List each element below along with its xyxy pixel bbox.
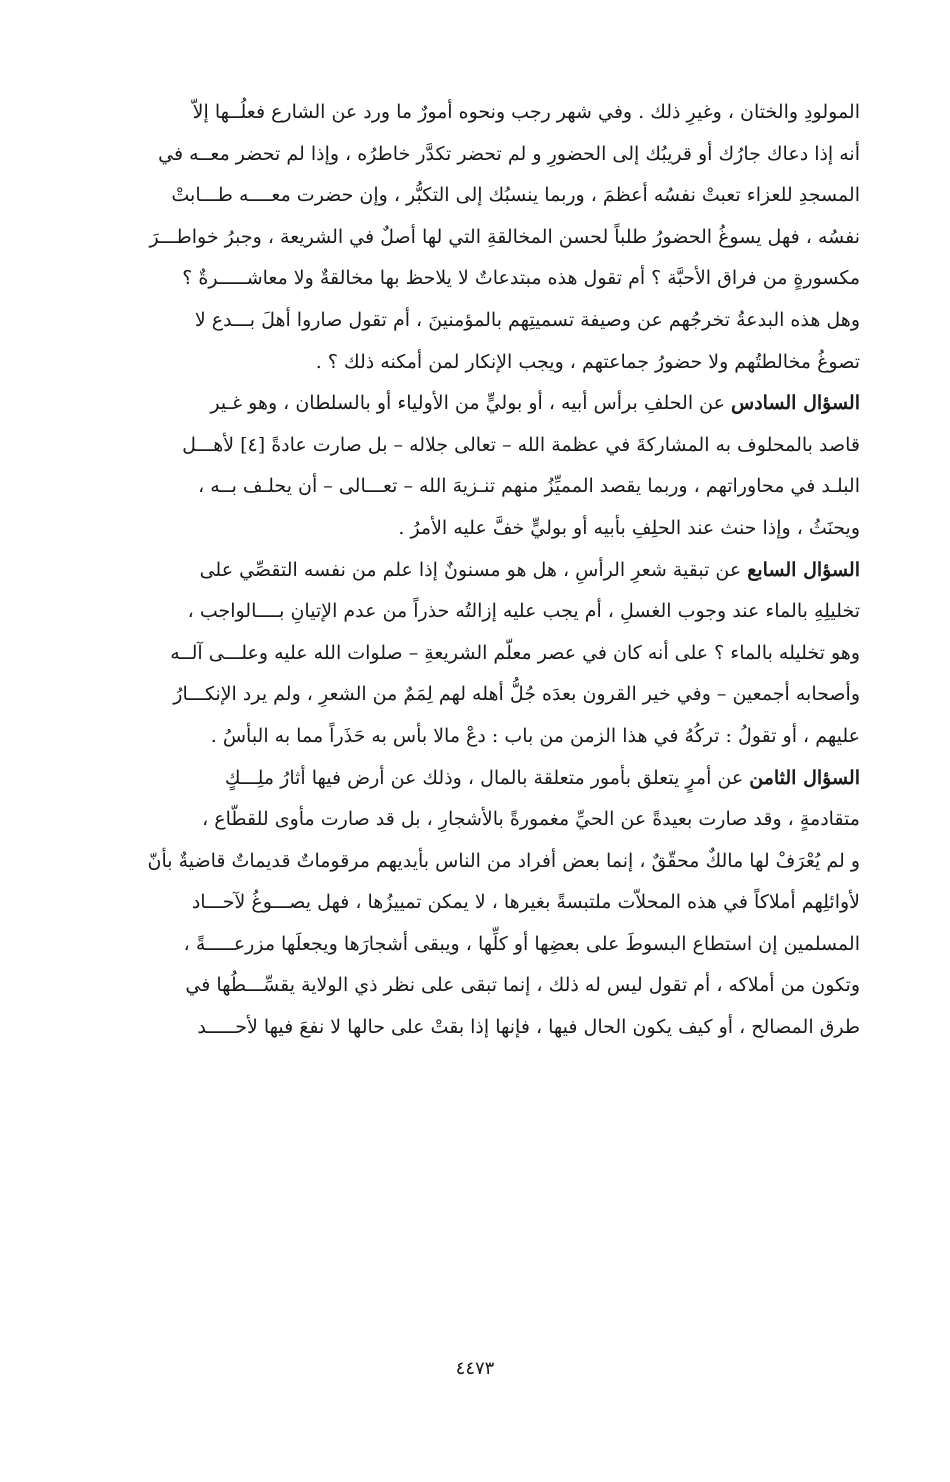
text-line (100, 383, 860, 425)
line-text: المسلمين إن استطاع البسوطَ على بعضِها أو كلِّها ، ويبقى أشجارَها ويجعلَها مزرعـــــةً ، (183, 932, 860, 955)
line-text: عليهم ، أو تقولُ : تركُهُ في هذا الزمن من باب : دعْ مالا بأس به حَذَراً مما به البأسُ . (210, 724, 860, 747)
text-line (100, 758, 860, 800)
text-line (100, 300, 860, 342)
question-heading: السؤال السادس (731, 392, 860, 415)
line-text: مكسورةٍ من فراق الأحبَّة ؟ أم تقول هذه مبتدعاتٌ لا يلاحظ بها مخالقةٌ ولا معاشـــــرةٌ ؟ (182, 267, 860, 290)
line-text: عن أمرٍ يتعلق بأمور متعلقة بالمال ، وذلك عن أرض فيها أثارُ ملِـــكٍ (224, 766, 750, 789)
text-line (100, 633, 860, 675)
paragraph-question-6 (100, 383, 860, 549)
question-heading: السؤال السابع (747, 558, 860, 581)
text-line (100, 92, 860, 134)
line-text: أنه إذا دعاك جارُك أو قريبُك إلى الحضورِ و لم تحضر تكدَّر خاطرُه ، وإذا لم تحضر معــه في (158, 142, 860, 165)
line-text: طرق المصالح ، أو كيف يكون الحال فيها ، فإنها إذا بقتْ على حالها لا نفعَ فيها لأحـــــد (197, 1016, 860, 1039)
paragraph-question-8 (100, 758, 860, 1049)
page-number: ٤٤٧٣ (455, 1358, 495, 1379)
text-line (100, 1007, 860, 1049)
line-text: عن تبقية شعرِ الرأسِ ، هل هو مسنونٌ إذا علم من نفسه التقصِّي على (199, 558, 748, 581)
text-line (100, 799, 860, 841)
line-text: وهو تخليله بالماء ؟ على أنه كان في عصر معلّم الشريعةِ – صلوات الله عليه وعلـــى آلــه (170, 641, 860, 664)
line-text: لأوائلِهم أملاكاً في هذه المحلاّت ملتبسةً بغيرها ، لا يمكن تمييزُها ، فهل يصـــوغُ لآحـــاد (191, 891, 860, 914)
line-text: المولودِ والختان ، وغيرِ ذلك . وفي شهر رجب ونحوه أمورٌ ما ورد عن الشارع فعلُــها إلاّ (192, 101, 860, 123)
line-text: تخليلِهِ بالماء عند وجوب الغسلِ ، أم يجب عليه إزالتُه حذراً من عدم الإتيانِ بــــالواجب ، (187, 600, 860, 623)
line-text: عن الحلفِ برأس أبيه ، أو بوليٍّ من الأولياء أو بالسلطان ، وهو غـير (210, 392, 731, 415)
line-text: و لم يُعْرَفْ لها مالكٌ محقّقٌ ، إنما بعض أفراد من الناس بأيديهم مرقوماتٌ قديماتٌ قاضيةٌ بأنّ (147, 849, 860, 872)
text-line (100, 924, 860, 966)
line-text: وأصحابه أجمعين – وفي خير القرون بعدَه جُلُّ أهله لهم لِمَمٌ من الشعرِ ، ولم يرد الإنكـــارُ (173, 683, 860, 706)
line-text: وهل هذه البدعةُ تخرجُهم عن وصيفة تسميتِهم بالمؤمنينَ ، أم تقول صاروا أهلَ بـــدع لا (194, 308, 860, 331)
text-line (100, 965, 860, 1007)
body-text (100, 92, 860, 1049)
text-line (100, 716, 860, 758)
text-line (100, 217, 860, 259)
text-line (100, 591, 860, 633)
paragraph-question-7 (100, 550, 860, 758)
text-line (100, 882, 860, 924)
text-line (100, 134, 860, 176)
text-line (100, 674, 860, 716)
text-line (100, 466, 860, 508)
line-text: المسجدِ للعزاء تعبتْ نفسُه أعظمَ ، وربما ينسبُك إلى التكبُّر ، وإن حضرت معــــه طـــابتْ (171, 184, 860, 207)
text-line (100, 342, 860, 384)
paragraph-intro (100, 92, 860, 383)
text-line (100, 175, 860, 217)
line-text: وتكون من أملاكه ، أم تقول ليس له ذلك ، إنما تبقى على نظر ذي الولاية يقسِّـــطُها في (185, 974, 860, 997)
line-text: تصوغُ مخالطتُهم ولا حضورُ جماعتهم ، ويجب الإنكار لمن أمكنه ذلك ؟ . (315, 350, 860, 373)
text-line (100, 841, 860, 883)
line-text: قاصد بالمحلوف به المشاركةَ في عظمة الله – تعالى جلاله – بل صارت عادةً [٤] لأهـــل (182, 433, 860, 456)
line-text: ويحنَثُ ، وإذا حنث عند الحلِفِ بأبيه أو بوليٍّ خفَّ عليه الأمرُ . (398, 516, 860, 539)
question-heading: السؤال الثامن (749, 766, 860, 789)
text-line (100, 550, 860, 592)
line-text: البلـد في محاوراتهم ، وربما يقصد المميِّزُ منهم تنـزيهَ الله – تعـــالى – أن يحلـف بــه ، (198, 475, 860, 498)
text-line (100, 425, 860, 467)
text-line (100, 508, 860, 550)
text-line (100, 258, 860, 300)
line-text: متقادمةٍ ، وقد صارت بعيدةً عن الحيِّ مغمورةً بالأشجارِ ، بل قد صارت مأوى للقطّاع ، (202, 808, 860, 831)
line-text: نفسُه ، فهل يسوغُ الحضورُ طلباً لحسن المخالقةِ التي لها أصلٌ في الشريعة ، وجبرُ خواطـــرَ (149, 225, 860, 248)
